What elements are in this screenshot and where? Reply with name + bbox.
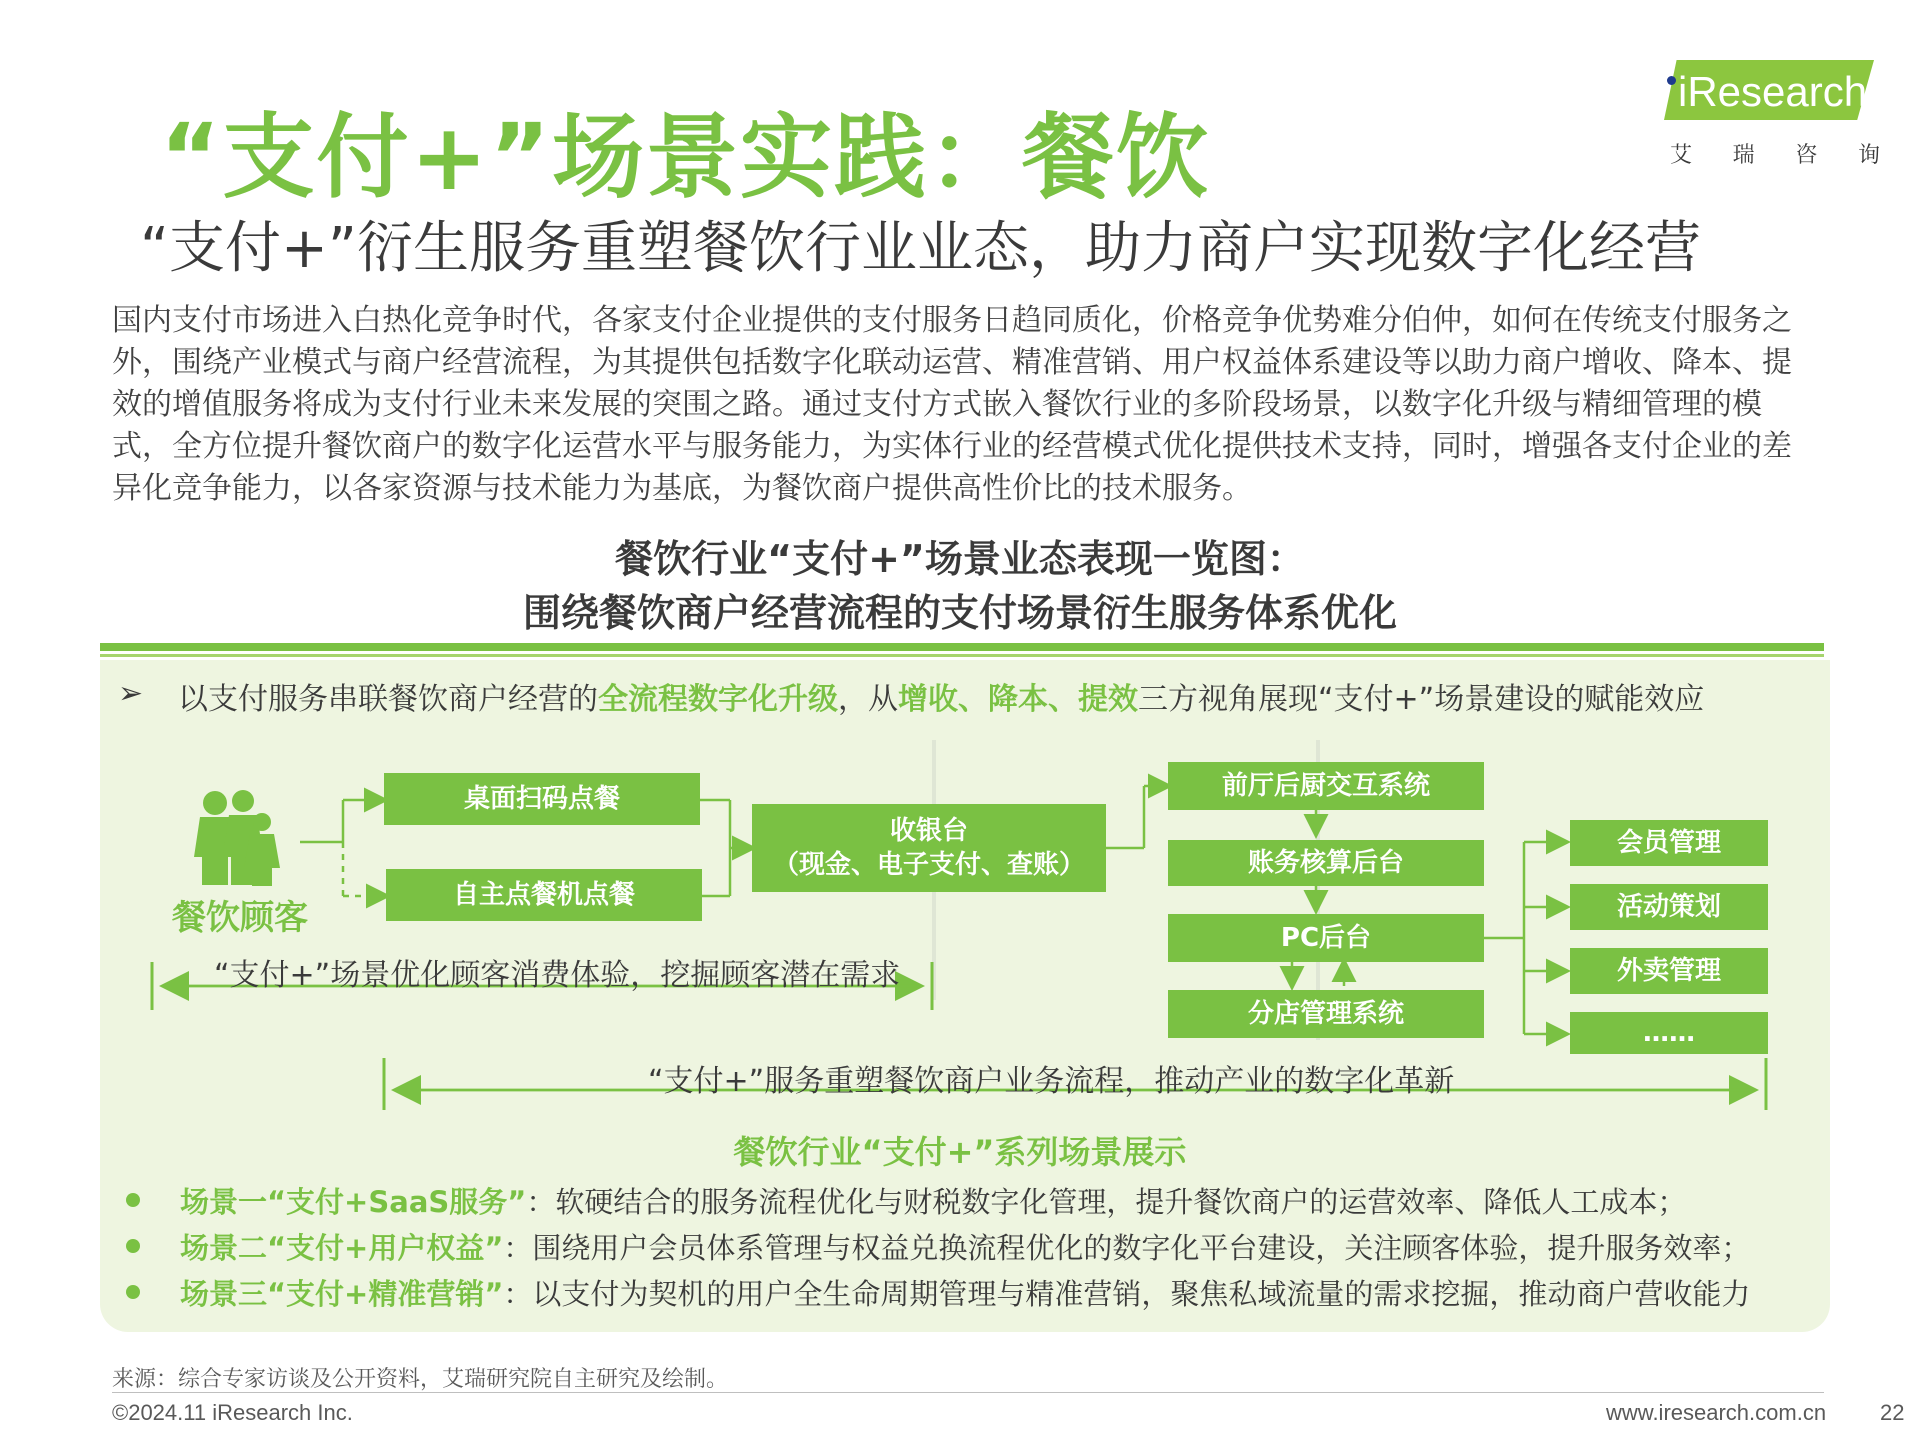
logo-cn-char: 瑞 <box>1732 143 1755 168</box>
scene-item <box>120 1226 1750 1266</box>
customer-label: 餐饮顾客 <box>172 898 308 938</box>
page-title: “支付+”场景实践：餐饮 <box>160 104 1211 211</box>
cashier-title: 收银台 <box>889 816 968 846</box>
box-table-qr-order: 桌面扫码点餐 <box>384 773 700 825</box>
copyright: ©2024.11 iResearch Inc. <box>112 1400 353 1425</box>
scene-item <box>120 1180 1686 1220</box>
box-membership: 会员管理 <box>1570 820 1768 866</box>
caption-customer: “支付+”场景优化顾客消费体验，挖掘顾客潜在需求 <box>214 958 901 993</box>
box-delivery: 外卖管理 <box>1570 948 1768 994</box>
caption-merchant: “支付+”服务重塑餐饮商户业务流程，推动产业的数字化革新 <box>648 1064 1455 1099</box>
source-note: 来源：综合专家访谈及公开资料，艾瑞研究院自主研究及绘制。 <box>112 1367 729 1392</box>
box-branch-management: 分店管理系统 <box>1168 990 1484 1038</box>
logo-cn-char: 艾 <box>1670 143 1693 168</box>
scene-name: 场景一“支付+SaaS服务” <box>180 1184 527 1219</box>
logo-text: iResearch <box>1678 68 1868 115</box>
logo-cn-char: 询 <box>1857 143 1880 168</box>
box-kiosk-order: 自主点餐机点餐 <box>386 869 702 921</box>
series-title: 餐饮行业“支付+”系列场景展示 <box>733 1133 1187 1171</box>
box-accounting-backend: 账务核算后台 <box>1168 840 1484 886</box>
page-number: 22 <box>1880 1400 1905 1425</box>
page-subtitle: “支付+”衍生服务重塑餐饮行业业态，助力商户实现数字化经营 <box>140 216 1701 281</box>
bullet-dot-icon <box>126 1285 140 1299</box>
scene-desc: ：围绕用户会员体系管理与权益兑换流程优化的数字化平台建设，关注顾客体验，提升服务效率； <box>503 1230 1751 1265</box>
bullet-dot-icon <box>126 1193 140 1207</box>
arrow-bullet-icon: ➢ <box>118 676 144 711</box>
bullet-highlight: 增收、降本、提效 <box>898 682 1138 717</box>
box-front-kitchen-system: 前厅后厨交互系统 <box>1168 762 1484 810</box>
box-campaign: 活动策划 <box>1570 884 1768 930</box>
box-more: …… <box>1570 1012 1768 1054</box>
scene-desc: ：软硬结合的服务流程优化与财税数字化管理，提升餐饮商户的运营效率、降低人工成本； <box>526 1184 1687 1219</box>
intro-paragraph: 国内支付市场进入白热化竞争时代，各家支付企业提供的支付服务日趋同质化，价格竞争优势难分伯仲，如何在传统支付服务之外，围绕产业模式与商户经营流程，为其提供包括数字化联动运营、精准营销、用户权益体系建设等以助力商户增收、降本、提效的增值服务将成为支付行业未来发展的突围之路。通过支付方式嵌入餐饮行业的多阶段场景，以数字化升级与精细管理的模式，全方位提升餐饮商户的数字化运营水平与服务能力，为实体行业的经营模式优化提供技术支持，同时，增强各支付企业的差异化竞争能力，以各家资源与技术能力为基底，为餐饮商户提供高性价比的技术服务。 <box>112 303 1792 506</box>
footer-divider <box>112 1392 1824 1393</box>
bullet-text-part: 以支付服务串联餐饮商户经营的 <box>178 682 598 717</box>
diagram-title-line1: 餐饮行业“支付+”场景业态表现一览图： <box>615 537 1305 581</box>
box-pc-backend: PC后台 <box>1168 914 1484 962</box>
logo-cn-char: 咨 <box>1795 143 1818 168</box>
people-icon <box>194 790 280 886</box>
scene-desc: ：以支付为契机的用户全生命周期管理与精准营销，聚焦私域流量的需求挖掘，推动商户营收能力 <box>503 1276 1751 1311</box>
scene-name: 场景二“支付+用户权益” <box>180 1230 504 1265</box>
website-link[interactable]: www.iresearch.com.cn <box>1606 1400 1827 1425</box>
bullet-text-part: ，从 <box>838 682 898 717</box>
bullet-highlight: 全流程数字化升级 <box>598 682 838 717</box>
bullet-dot-icon <box>126 1239 140 1253</box>
box-cashier <box>752 804 1106 892</box>
scene-name: 场景三“支付+精准营销” <box>180 1276 504 1311</box>
diagram-title-line2: 围绕餐饮商户经营流程的支付场景衍生服务体系优化 <box>522 591 1397 635</box>
bullet-text-part: 三方视角展现“支付+”场景建设的赋能效应 <box>1138 682 1705 717</box>
cashier-detail: （现金、电子支付、查账） <box>772 850 1085 880</box>
scene-item <box>120 1272 1750 1312</box>
